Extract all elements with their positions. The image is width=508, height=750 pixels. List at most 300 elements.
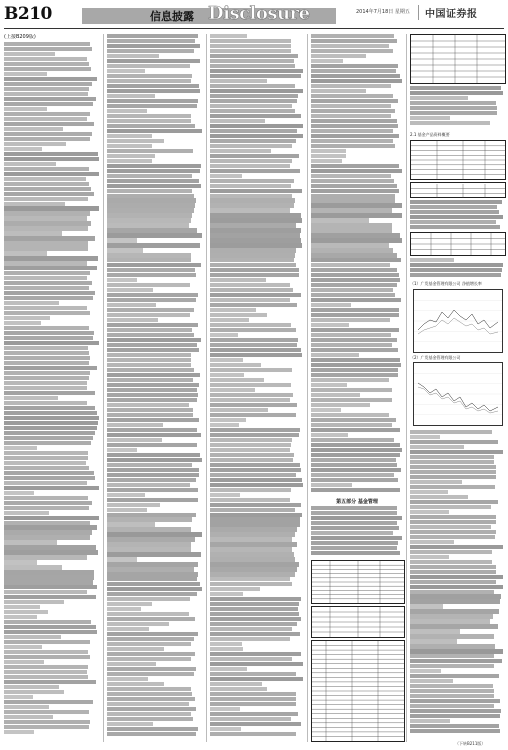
text-line <box>4 102 93 106</box>
text-line <box>410 550 492 554</box>
text-line <box>210 318 249 322</box>
text-line <box>107 218 191 222</box>
text-line <box>107 223 189 227</box>
text-line <box>210 647 243 651</box>
text-line <box>210 567 297 571</box>
text-line <box>4 187 91 191</box>
text-line <box>4 172 99 176</box>
text-line <box>4 117 87 121</box>
text-line <box>4 192 94 196</box>
text-line <box>4 645 42 649</box>
text-line <box>210 39 291 43</box>
text-line <box>210 542 297 546</box>
text-line <box>311 144 395 148</box>
text-line <box>210 547 292 551</box>
text-line <box>311 174 391 178</box>
text-line <box>410 465 496 469</box>
text-line <box>4 585 97 589</box>
nav-chart-1 <box>413 289 503 353</box>
section-title-en: Disclosure <box>208 3 310 24</box>
text-line <box>107 288 153 292</box>
text-line <box>210 228 301 232</box>
text-line <box>107 503 160 507</box>
text-line <box>107 343 197 347</box>
text-line <box>107 597 190 601</box>
text-line <box>410 684 493 688</box>
text-line <box>210 453 294 457</box>
text-column-5-a <box>410 86 504 130</box>
text-line <box>210 134 303 138</box>
text-line <box>107 263 201 267</box>
text-line <box>107 149 193 153</box>
text-line <box>4 446 37 450</box>
text-line <box>210 667 247 671</box>
text-line <box>4 525 97 529</box>
text-line <box>210 308 256 312</box>
text-line <box>410 639 457 643</box>
text-line <box>107 184 201 188</box>
series-line-2 <box>418 318 498 334</box>
text-line <box>107 174 192 178</box>
text-line <box>410 106 497 110</box>
text-line <box>210 657 292 661</box>
text-line <box>311 531 393 535</box>
text-line <box>410 510 449 514</box>
text-line <box>4 346 88 350</box>
text-line <box>311 49 393 53</box>
text-line <box>311 546 397 550</box>
text-line <box>410 440 498 444</box>
text-line <box>410 540 454 544</box>
text-line <box>210 517 300 521</box>
text-line <box>107 612 189 616</box>
text-line <box>107 727 198 731</box>
text-column-4-lower <box>311 506 403 556</box>
text-line <box>4 57 87 61</box>
text-line <box>410 535 495 539</box>
text-line <box>107 89 200 93</box>
text-line <box>107 647 164 651</box>
text-line <box>4 396 58 400</box>
text-line <box>4 132 92 136</box>
text-line <box>4 157 99 161</box>
text-line <box>107 627 149 631</box>
text-line <box>210 338 298 342</box>
text-line <box>210 398 290 402</box>
text-line <box>4 231 62 235</box>
text-line <box>107 169 200 173</box>
text-line <box>4 700 93 704</box>
text-line <box>107 398 197 402</box>
text-line <box>210 557 295 561</box>
text-line <box>107 537 195 541</box>
text-line <box>311 39 397 43</box>
text-line <box>107 308 194 312</box>
text-line <box>4 550 98 554</box>
column-divider <box>406 34 407 742</box>
text-line <box>311 233 400 237</box>
text-line <box>210 104 292 108</box>
text-line <box>4 127 63 131</box>
text-line <box>107 84 199 88</box>
text-line <box>311 308 399 312</box>
text-line <box>4 112 90 116</box>
text-line <box>107 393 198 397</box>
text-line <box>311 333 391 337</box>
text-line <box>4 615 37 619</box>
text-line <box>4 605 40 609</box>
text-line <box>311 383 347 387</box>
text-line <box>311 483 352 487</box>
data-table <box>311 640 405 742</box>
text-line <box>210 233 300 237</box>
text-line <box>311 69 396 73</box>
text-line <box>4 251 47 255</box>
text-line <box>210 174 242 178</box>
text-line <box>311 363 401 367</box>
text-line <box>210 79 267 83</box>
text-line <box>210 343 297 347</box>
text-line <box>210 732 296 736</box>
text-line <box>210 493 240 497</box>
text-line <box>210 383 291 387</box>
text-line <box>410 729 500 733</box>
text-line <box>4 321 41 325</box>
text-line <box>4 137 90 141</box>
text-line <box>410 704 494 708</box>
text-line <box>107 602 152 606</box>
text-line <box>107 508 147 512</box>
text-line <box>210 727 241 731</box>
text-line <box>4 635 61 639</box>
text-line <box>311 258 401 262</box>
text-line <box>4 92 88 96</box>
text-line <box>210 348 301 352</box>
text-line <box>107 592 197 596</box>
text-line <box>4 97 96 101</box>
text-line <box>311 184 397 188</box>
text-line <box>107 189 192 193</box>
text-line <box>210 179 294 183</box>
text-line <box>311 218 369 222</box>
text-line <box>107 313 190 317</box>
text-line <box>210 154 299 158</box>
table-grid <box>411 233 505 255</box>
data-table <box>311 560 405 604</box>
text-line <box>210 692 296 696</box>
text-line <box>107 203 195 207</box>
text-line <box>107 582 200 586</box>
text-line <box>4 481 87 485</box>
text-line <box>410 200 502 204</box>
text-line <box>311 353 359 357</box>
text-line <box>311 303 351 307</box>
text-line <box>4 665 88 669</box>
text-line <box>210 577 290 581</box>
text-line <box>311 536 402 540</box>
text-line <box>311 169 402 173</box>
text-line <box>107 164 201 168</box>
text-line <box>210 248 296 252</box>
text-line <box>210 388 255 392</box>
text-line <box>210 522 300 526</box>
text-line <box>4 341 99 345</box>
text-line <box>210 458 293 462</box>
text-line <box>311 438 394 442</box>
text-line <box>107 488 198 492</box>
text-line <box>210 672 296 676</box>
text-line <box>311 413 389 417</box>
text-line <box>107 283 190 287</box>
text-line <box>107 213 192 217</box>
text-line <box>311 283 397 287</box>
text-line <box>107 74 192 78</box>
text-line <box>210 363 261 367</box>
text-line <box>107 248 143 252</box>
text-line <box>4 366 97 370</box>
page-number: B210 <box>4 4 52 24</box>
text-line <box>4 491 34 495</box>
text-line <box>210 702 296 706</box>
text-line <box>410 654 494 658</box>
text-line <box>107 69 145 73</box>
text-line <box>4 476 95 480</box>
text-line <box>107 423 163 427</box>
text-line <box>311 248 393 252</box>
text-line <box>107 348 199 352</box>
text-line <box>210 627 292 631</box>
text-line <box>311 488 400 492</box>
text-line <box>410 121 490 125</box>
text-line <box>4 695 33 699</box>
text-line <box>210 353 302 357</box>
text-line <box>4 535 90 539</box>
text-line <box>210 144 292 148</box>
text-line <box>410 719 450 723</box>
text-line <box>107 577 197 581</box>
text-line <box>4 685 59 689</box>
text-line <box>4 62 89 66</box>
data-table <box>410 182 506 198</box>
text-line <box>4 441 91 445</box>
text-line <box>210 298 290 302</box>
text-line <box>107 483 190 487</box>
text-line <box>311 478 398 482</box>
text-line <box>311 104 391 108</box>
data-table <box>410 140 506 180</box>
page-header <box>0 0 508 30</box>
text-line <box>4 271 90 275</box>
text-line <box>107 338 201 342</box>
text-line <box>210 328 296 332</box>
text-line <box>4 625 96 629</box>
text-line <box>311 368 398 372</box>
text-line <box>107 258 191 262</box>
data-table <box>410 232 506 256</box>
text-line <box>311 34 394 38</box>
text-line <box>311 194 395 198</box>
text-line <box>311 44 389 48</box>
text-line <box>311 318 390 322</box>
text-line <box>107 129 202 133</box>
text-line <box>410 520 496 524</box>
text-line <box>311 288 393 292</box>
text-line <box>107 677 148 681</box>
text-line <box>107 717 193 721</box>
text-line <box>107 617 195 621</box>
text-column-5-c <box>410 258 504 280</box>
text-line <box>4 376 89 380</box>
text-line <box>410 609 499 613</box>
text-line <box>210 84 295 88</box>
text-line <box>410 225 500 229</box>
text-line <box>107 722 153 726</box>
text-line <box>210 712 298 716</box>
text-line <box>410 460 494 464</box>
text-line <box>107 672 194 676</box>
text-line <box>107 159 152 163</box>
text-line <box>4 555 87 559</box>
text-line <box>4 211 90 215</box>
text-line <box>410 273 501 277</box>
text-line <box>210 722 301 726</box>
text-line <box>4 715 53 719</box>
text-line <box>107 228 197 232</box>
text-line <box>107 368 194 372</box>
text-line <box>210 478 302 482</box>
text-line <box>311 453 400 457</box>
text-line <box>311 79 402 83</box>
text-line <box>107 547 191 551</box>
text-line <box>4 565 62 569</box>
text-line <box>410 664 494 668</box>
text-line <box>311 179 394 183</box>
text-line <box>107 64 190 68</box>
text-line <box>311 313 399 317</box>
text-line <box>4 182 89 186</box>
text-line <box>4 202 65 206</box>
text-line <box>410 674 499 678</box>
text-line <box>210 268 299 272</box>
text-line <box>410 495 468 499</box>
text-line <box>107 59 200 63</box>
text-line <box>311 506 397 510</box>
text-line <box>4 226 88 230</box>
text-line <box>107 44 200 48</box>
text-line <box>210 443 291 447</box>
text-line <box>311 293 395 297</box>
text-line <box>210 428 300 432</box>
text-line <box>210 119 265 123</box>
text-line <box>210 393 293 397</box>
text-line <box>4 236 95 240</box>
text-line <box>311 516 402 520</box>
column-divider <box>206 34 207 742</box>
text-line <box>311 139 393 143</box>
text-line <box>311 208 392 212</box>
text-line <box>107 712 191 716</box>
text-line <box>311 263 390 267</box>
text-line <box>210 139 296 143</box>
text-line <box>4 471 94 475</box>
text-line <box>210 597 301 601</box>
table-grid <box>312 607 404 637</box>
text-line <box>210 498 290 502</box>
text-column-5-d <box>410 430 504 738</box>
text-column-5-b <box>410 200 504 230</box>
text-line <box>410 480 462 484</box>
text-line <box>311 398 392 402</box>
text-line <box>410 604 443 608</box>
text-line <box>210 54 298 58</box>
text-line <box>311 423 392 427</box>
text-line <box>107 622 169 626</box>
text-line <box>311 358 400 362</box>
text-line <box>311 473 394 477</box>
text-line <box>210 263 296 267</box>
text-line <box>4 466 89 470</box>
text-line <box>311 433 348 437</box>
text-line <box>311 64 398 68</box>
text-line <box>210 552 294 556</box>
text-line <box>311 511 397 515</box>
text-line <box>107 498 198 502</box>
text-line <box>210 537 292 541</box>
text-line <box>4 416 99 420</box>
text-line <box>210 617 301 621</box>
text-line <box>210 64 295 68</box>
text-line <box>4 301 59 305</box>
text-line <box>210 413 296 417</box>
text-line <box>210 194 292 198</box>
text-line <box>311 448 402 452</box>
text-line <box>107 383 199 387</box>
text-line <box>311 458 396 462</box>
text-line <box>311 278 400 282</box>
text-line <box>210 632 300 636</box>
text-line <box>410 96 468 100</box>
text-line <box>210 44 291 48</box>
text-line <box>4 680 96 684</box>
text-line <box>4 590 87 594</box>
text-line <box>107 54 159 58</box>
text-line <box>410 619 490 623</box>
text-line <box>410 679 453 683</box>
text-line <box>311 243 389 247</box>
text-line <box>107 253 191 257</box>
text-line <box>107 208 194 212</box>
text-line <box>4 177 86 181</box>
text-line <box>107 198 196 202</box>
text-line <box>410 555 449 559</box>
text-line <box>107 682 164 686</box>
header-divider <box>418 5 419 20</box>
text-line <box>210 602 299 606</box>
text-line <box>210 607 298 611</box>
text-line <box>210 433 299 437</box>
text-line <box>311 164 399 168</box>
text-line <box>210 508 295 512</box>
text-line <box>410 659 502 663</box>
text-column-1 <box>4 34 100 740</box>
text-line <box>210 448 290 452</box>
text-line <box>4 486 99 490</box>
text-line <box>311 323 349 327</box>
text-line <box>4 266 97 270</box>
text-line <box>311 84 391 88</box>
text-line <box>107 243 200 247</box>
text-line <box>107 707 196 711</box>
